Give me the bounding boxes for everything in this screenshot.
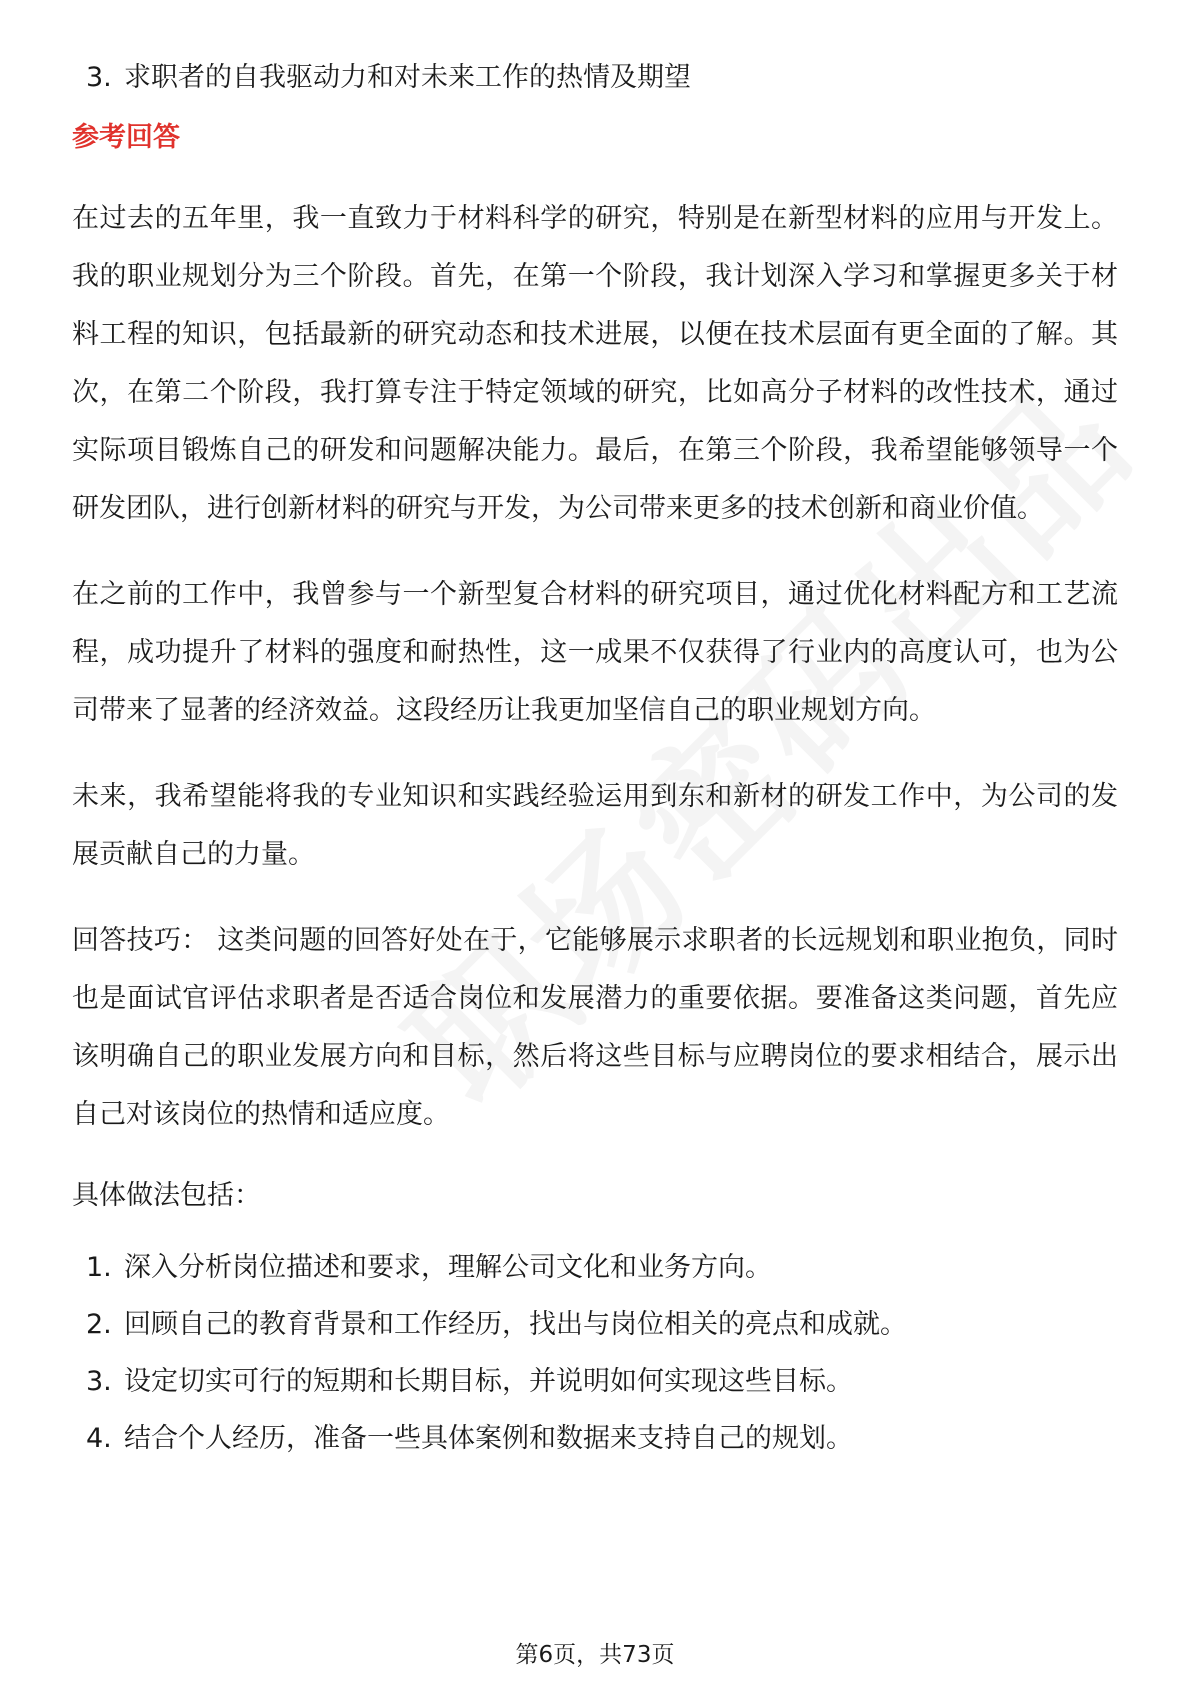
list-item — [72, 1362, 1118, 1402]
list-item-number: 3. — [86, 1366, 112, 1397]
answer-paragraph: 在之前的工作中，我曾参与一个新型复合材料的研究项目，通过优化材料配方和工艺流程，成功提升了材料的强度和耐热性，这一成果不仅获得了行业内的高度认可，也为公司带来了显著的经济效益。这段经历让我更加坚信自己的职业规划方向。 — [72, 579, 1118, 726]
list-label: 具体做法包括： — [72, 1180, 261, 1211]
list-item-text: 回顾自己的教育背景和工作经历，找出与岗位相关的亮点和成就。 — [124, 1309, 907, 1340]
list-item-text: 设定切实可行的短期和长期目标，并说明如何实现这些目标。 — [124, 1366, 853, 1397]
list-item-text: 结合个人经历，准备一些具体案例和数据来支持自己的规划。 — [124, 1423, 853, 1454]
list-item-number: 1. — [86, 1252, 112, 1283]
list-item — [72, 1248, 1118, 1288]
page-number-footer: 第6页，共73页 — [515, 1642, 675, 1668]
question-item-text: 求职者的自我驱动力和对未来工作的热情及期望 — [124, 62, 691, 93]
list-item-number: 2. — [86, 1309, 112, 1340]
practice-list — [72, 1248, 1118, 1459]
answer-paragraph: 未来，我希望能将我的专业知识和实践经验运用到东和新材的研发工作中，为公司的发展贡献自己的力量。 — [72, 781, 1118, 870]
reference-answer-heading: 参考回答 — [72, 122, 180, 153]
page-content — [72, 58, 1118, 1476]
list-item-text: 深入分析岗位描述和要求，理解公司文化和业务方向。 — [124, 1252, 772, 1283]
list-item — [72, 1305, 1118, 1345]
question-item — [72, 58, 1118, 98]
answer-paragraph: 在过去的五年里，我一直致力于材料科学的研究，特别是在新型材料的应用与开发上。我的职业规划分为三个阶段。首先，在第一个阶段，我计划深入学习和掌握更多关于材料工程的知识，包括最新的研究动态和技术进展，以便在技术层面有更全面的了解。其次，在第二个阶段，我打算专注于特定领域的研究，比如高分子材料的改性技术，通过实际项目锻炼自己的研发和问题解决能力。最后，在第三个阶段，我希望能够领导一个研发团队，进行创新材料的研究与开发，为公司带来更多的技术创新和商业价值。 — [72, 203, 1118, 524]
list-item — [72, 1419, 1118, 1459]
question-item-number: 3. — [86, 62, 112, 93]
tips-paragraph: 回答技巧： 这类问题的回答好处在于，它能够展示求职者的长远规划和职业抱负，同时也是面试官评估求职者是否适合岗位和发展潜力的重要依据。要准备这类问题，首先应该明确自己的职业发展方向和目标，然后将这些目标与应聘岗位的要求相结合，展示出自己对该岗位的热情和适应度。 — [72, 925, 1118, 1130]
list-item-number: 4. — [86, 1423, 112, 1454]
